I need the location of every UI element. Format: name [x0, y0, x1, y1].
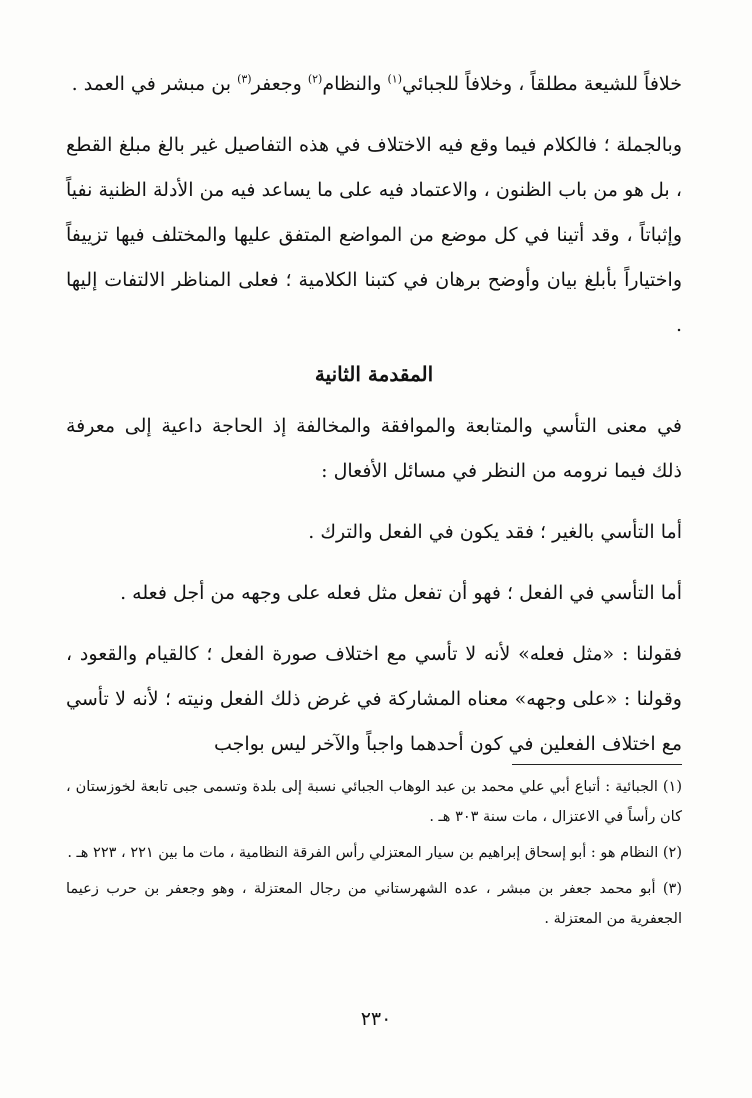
paragraph-1-text-a: خلافاً للشيعة مطلقاً ، وخلافاً للجبائي: [402, 73, 682, 95]
paragraph-1-text-c: وجعفر: [251, 73, 308, 95]
footnote-divider: [512, 764, 682, 765]
paragraph-3: في معنى التأسي والمتابعة والموافقة والمخالفة إذ الحاجة داعية إلى معرفة ذلك فيما نرومه من النظر في مسائل الأفعال :: [66, 415, 682, 482]
footnote-2: (٢) النظام هو : أبو إسحاق إبراهيم بن سيار المعتزلي رأس الفرقة النظامية ، مات ما بين ٢٢١ ، ٢٢٣ هـ .: [67, 845, 682, 861]
page-body: [66, 62, 682, 927]
paragraph-1: [66, 62, 682, 107]
paragraph-2: وبالجملة ؛ فالكلام فيما وقع فيه الاختلاف في هذه التفاصيل غير بالغ مبلغ القطع ، بل هو من باب الظنون ، والاعتماد فيه على ما يساعد فيه من الأدلة الظنية نفياً وإثباتاً ، وقد أتينا في كل موضع من المواضع المتفق عليها والمختلف فيها تزييفاً واختياراً بأبلغ بيان وأوضح برهان في كتبنا الكلامية ؛ فعلى المناظر الالتفات إليها .: [66, 134, 682, 336]
footnote-1: (١) الجبائية : أتباع أبي علي محمد بن عبد الوهاب الجبائي نسبة إلى بلدة وتسمى جبى تابعة لخوزستان ، كان رأساً في الاعتزال ، مات سنة ٣٠٣ هـ .: [66, 779, 682, 825]
paragraph-5: أما التأسي في الفعل ؛ فهو أن تفعل مثل فعله على وجهه من أجل فعله .: [120, 582, 682, 604]
footnotes: [66, 772, 682, 940]
section-heading: المقدمة الثانية: [314, 362, 434, 386]
page-number: ٢٣٠: [360, 1008, 392, 1030]
footnote-3: (٣) أبو محمد جعفر بن مبشر ، عده الشهرستاني من رجال المعتزلة ، وهو وجعفر بن حرب زعيما الجعفرية من المعتزلة .: [66, 881, 682, 927]
paragraph-4: أما التأسي بالغير ؛ فقد يكون في الفعل والترك .: [308, 521, 682, 543]
footnote-marker-2[interactable]: (٢): [307, 72, 323, 86]
paragraph-1-text-b: والنظام: [322, 73, 388, 95]
paragraph-6: فقولنا : «مثل فعله» لأنه لا تأسي مع اختلاف صورة الفعل ؛ كالقيام والقعود ، وقولنا : «على وجهه» معناه المشاركة في غرض ذلك الفعل ونيته ؛ لأنه لا تأسي مع اختلاف الفعلين في كون أحدهما واجباً والآخر ليس بواجب: [66, 643, 682, 755]
footnote-marker-3[interactable]: (٣): [237, 72, 252, 86]
paragraph-1-text-d: بن مبشر في العمد .: [71, 73, 238, 95]
footnote-marker-1[interactable]: (١): [387, 72, 403, 86]
